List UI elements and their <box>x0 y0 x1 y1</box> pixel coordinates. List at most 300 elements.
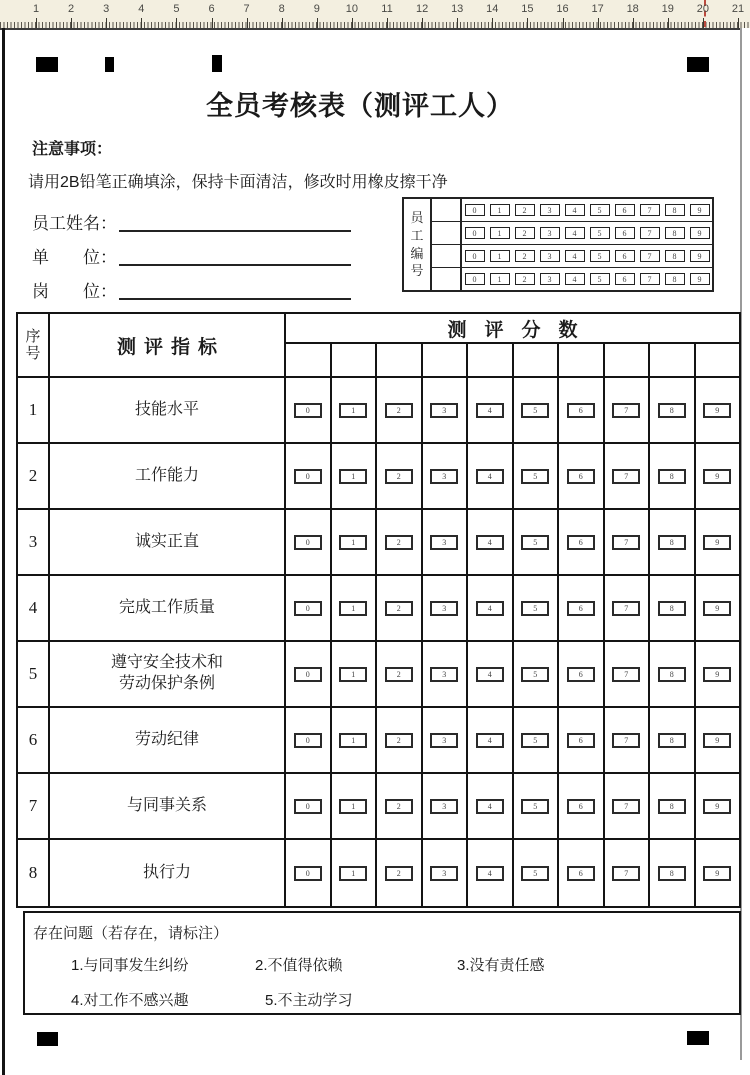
field-label: 单 位： <box>32 248 117 267</box>
score-cell <box>605 708 651 772</box>
score-cell <box>286 444 332 508</box>
score-row <box>18 444 739 510</box>
score-cell <box>286 774 332 838</box>
ruler-major-tick <box>247 18 248 28</box>
bubble-slot <box>487 199 512 221</box>
score-cell <box>650 840 696 906</box>
digit-bubble[interactable]: 9 <box>703 866 731 881</box>
digit-bubble[interactable]: 8 <box>658 601 686 616</box>
ruler-major-tick <box>282 18 283 28</box>
ruler-major-tick <box>352 18 353 28</box>
digit-bubble[interactable]: 4 <box>565 250 585 262</box>
digit-bubble[interactable]: 9 <box>690 227 710 239</box>
score-cell <box>377 840 423 906</box>
digit-bubble[interactable]: 9 <box>690 204 710 216</box>
score-cell <box>696 840 740 906</box>
score-table-header <box>18 314 739 378</box>
digit-bubble[interactable]: 1 <box>339 733 367 748</box>
ruler-number: 11 <box>381 3 393 15</box>
digit-bubble[interactable]: 9 <box>690 273 710 285</box>
ruler-major-tick <box>36 18 37 28</box>
digit-bubble[interactable]: 4 <box>476 403 504 418</box>
digit-bubble[interactable]: 7 <box>612 535 640 550</box>
digit-bubble[interactable]: 9 <box>690 250 710 262</box>
score-cell <box>332 444 378 508</box>
digit-bubble[interactable]: 5 <box>590 227 610 239</box>
digit-bubble[interactable]: 6 <box>615 273 635 285</box>
digit-bubble[interactable]: 3 <box>430 733 458 748</box>
score-subheader-cells <box>286 344 739 376</box>
ruler-major-tick <box>106 18 107 28</box>
score-cell <box>514 378 560 442</box>
score-cell <box>286 642 332 706</box>
digit-bubble[interactable]: 5 <box>521 799 549 814</box>
digit-bubble[interactable]: 8 <box>665 204 685 216</box>
digit-bubble[interactable]: 0 <box>294 601 322 616</box>
employee-id-box <box>402 197 714 292</box>
bubble-slot <box>587 268 612 290</box>
digit-bubble[interactable]: 5 <box>590 273 610 285</box>
col-header-score-group <box>286 314 739 376</box>
ruler-number: 8 <box>278 3 285 15</box>
problems-title: 存在问题（若存在，请标注） <box>33 925 229 942</box>
score-cell <box>514 708 560 772</box>
employee-id-label: 员工编号 <box>410 210 424 279</box>
digit-bubble[interactable]: 0 <box>294 799 322 814</box>
digit-bubble[interactable]: 8 <box>658 733 686 748</box>
employee-id-row <box>432 268 712 290</box>
digit-bubble[interactable]: 3 <box>540 273 560 285</box>
score-cell <box>423 510 469 574</box>
registration-mark-top-2 <box>105 57 114 72</box>
score-subheader-cell <box>286 344 332 376</box>
score-cell <box>423 840 469 906</box>
digit-bubble[interactable]: 6 <box>615 204 635 216</box>
bubble-slot <box>612 268 637 290</box>
ruler-number: 13 <box>451 3 464 15</box>
registration-mark-top-3 <box>212 55 222 72</box>
score-cells <box>286 774 739 838</box>
score-cell <box>514 840 560 906</box>
digit-bubble[interactable]: 2 <box>385 799 413 814</box>
row-number: 8 <box>18 840 50 906</box>
digit-bubble[interactable]: 2 <box>385 601 413 616</box>
form-field <box>32 209 351 233</box>
score-cell <box>559 576 605 640</box>
digit-bubble[interactable]: 3 <box>430 469 458 484</box>
digit-bubble[interactable]: 9 <box>703 403 731 418</box>
score-row <box>18 774 739 840</box>
digit-bubble[interactable]: 1 <box>490 250 510 262</box>
bubble-slot <box>462 222 487 244</box>
digit-bubble[interactable]: 5 <box>521 403 549 418</box>
digit-bubble[interactable]: 4 <box>476 601 504 616</box>
digit-bubble[interactable]: 8 <box>665 250 685 262</box>
score-cell <box>423 378 469 442</box>
digit-bubble[interactable]: 6 <box>567 601 595 616</box>
digit-bubble[interactable]: 4 <box>476 866 504 881</box>
score-cell <box>377 510 423 574</box>
digit-bubble[interactable]: 0 <box>465 250 485 262</box>
digit-bubble[interactable]: 4 <box>476 667 504 682</box>
score-subheader-cell <box>332 344 378 376</box>
col-header-no-label: 序号 <box>25 327 41 362</box>
bubble-slot <box>637 245 662 267</box>
score-cell <box>377 378 423 442</box>
indicator-line: 劳动纪律 <box>134 730 199 748</box>
digit-bubble[interactable]: 9 <box>703 667 731 682</box>
row-indicator <box>50 840 286 906</box>
registration-mark-bottom-right <box>687 1031 709 1045</box>
score-cell <box>332 378 378 442</box>
score-cell <box>468 840 514 906</box>
score-cell <box>468 708 514 772</box>
digit-bubble[interactable]: 8 <box>665 227 685 239</box>
ruler-major-tick <box>387 18 388 28</box>
bubble-slot <box>637 199 662 221</box>
score-cell <box>423 444 469 508</box>
digit-bubble[interactable]: 4 <box>565 227 585 239</box>
score-cell <box>332 642 378 706</box>
digit-bubble[interactable]: 2 <box>385 733 413 748</box>
score-cell <box>377 708 423 772</box>
score-cell <box>559 378 605 442</box>
digit-bubble[interactable]: 3 <box>430 866 458 881</box>
score-cell <box>423 708 469 772</box>
bubble-slot <box>462 199 487 221</box>
bubble-slot <box>537 268 562 290</box>
score-cell <box>559 444 605 508</box>
digit-bubble[interactable]: 5 <box>521 469 549 484</box>
ruler-major-tick <box>668 18 669 28</box>
score-cell <box>377 576 423 640</box>
ruler-number: 20 <box>696 3 710 15</box>
digit-bubble[interactable]: 0 <box>294 535 322 550</box>
digit-bubble[interactable]: 0 <box>294 469 322 484</box>
employee-id-write-cell[interactable] <box>432 245 462 267</box>
field-label: 岗 位： <box>32 282 117 301</box>
row-indicator <box>50 576 286 640</box>
employee-id-write-cell[interactable] <box>432 268 462 290</box>
digit-bubble[interactable]: 2 <box>385 667 413 682</box>
score-cell <box>514 774 560 838</box>
digit-bubble[interactable]: 6 <box>567 799 595 814</box>
digit-bubble[interactable]: 2 <box>385 469 413 484</box>
form-field <box>32 243 351 267</box>
problem-item: 2.不值得依赖 <box>255 957 343 974</box>
digit-bubble[interactable]: 5 <box>590 250 610 262</box>
ruler-major-tick <box>527 18 528 28</box>
score-cell <box>514 444 560 508</box>
field-label: 员工姓名： <box>32 214 117 233</box>
digit-bubble[interactable]: 1 <box>339 535 367 550</box>
digit-bubble[interactable]: 1 <box>339 866 367 881</box>
score-table-body <box>18 378 739 906</box>
problem-item: 3.没有责任感 <box>457 957 545 974</box>
digit-bubble[interactable]: 1 <box>339 403 367 418</box>
score-cells <box>286 708 739 772</box>
indicator-line: 工作能力 <box>134 466 199 484</box>
digit-bubble[interactable]: 5 <box>590 204 610 216</box>
score-cell <box>332 576 378 640</box>
score-row <box>18 510 739 576</box>
score-cells <box>286 444 739 508</box>
score-cell <box>377 444 423 508</box>
digit-bubble[interactable]: 5 <box>521 535 549 550</box>
digit-bubble[interactable]: 3 <box>430 667 458 682</box>
score-cell <box>468 444 514 508</box>
digit-bubble[interactable]: 9 <box>703 535 731 550</box>
page-top-border <box>0 28 742 30</box>
digit-bubble[interactable]: 7 <box>612 866 640 881</box>
ruler-major-tick <box>457 18 458 28</box>
score-cell <box>423 774 469 838</box>
digit-bubble[interactable]: 6 <box>567 733 595 748</box>
digit-bubble[interactable]: 7 <box>612 403 640 418</box>
digit-bubble[interactable]: 2 <box>515 250 535 262</box>
row-indicator <box>50 510 286 574</box>
digit-bubble[interactable]: 8 <box>658 469 686 484</box>
score-subheader-cell <box>559 344 605 376</box>
digit-bubble[interactable]: 4 <box>476 535 504 550</box>
score-cells <box>286 576 739 640</box>
score-cell <box>605 576 651 640</box>
ruler-major-tick <box>738 18 739 28</box>
digit-bubble[interactable]: 7 <box>612 601 640 616</box>
score-cell <box>605 774 651 838</box>
bubble-slot <box>687 268 712 290</box>
score-cell <box>650 444 696 508</box>
field-write-line[interactable] <box>119 214 351 232</box>
employee-id-row <box>432 199 712 222</box>
digit-bubble[interactable]: 7 <box>640 204 660 216</box>
digit-bubble[interactable]: 8 <box>658 535 686 550</box>
employee-id-row <box>432 245 712 268</box>
bubble-slot <box>637 222 662 244</box>
digit-bubble[interactable]: 7 <box>612 799 640 814</box>
score-cells <box>286 642 739 706</box>
row-number: 1 <box>18 378 50 442</box>
bubble-slot <box>537 222 562 244</box>
row-indicator <box>50 642 286 706</box>
instruction-text: 请用2B铅笔正确填涂，保持卡面清洁，修改时用橡皮擦干净 <box>28 174 448 191</box>
ruler-number: 10 <box>345 3 359 15</box>
notice-label: 注意事项： <box>32 141 113 158</box>
digit-bubble[interactable]: 9 <box>703 469 731 484</box>
score-subheader-cell <box>696 344 740 376</box>
digit-bubble[interactable]: 4 <box>476 799 504 814</box>
digit-bubble[interactable]: 2 <box>385 866 413 881</box>
score-row <box>18 378 739 444</box>
digit-bubble[interactable]: 7 <box>640 250 660 262</box>
digit-bubble[interactable]: 5 <box>521 733 549 748</box>
score-subheader-cell <box>468 344 514 376</box>
row-number: 7 <box>18 774 50 838</box>
score-cell <box>332 708 378 772</box>
field-write-line[interactable] <box>119 248 351 266</box>
employee-id-bubble-row <box>462 199 712 221</box>
digit-bubble[interactable]: 1 <box>490 273 510 285</box>
digit-bubble[interactable]: 0 <box>294 866 322 881</box>
digit-bubble[interactable]: 0 <box>465 273 485 285</box>
digit-bubble[interactable]: 4 <box>476 733 504 748</box>
ruler-major-tick <box>563 18 564 28</box>
score-cell <box>605 642 651 706</box>
bubble-slot <box>512 245 537 267</box>
employee-id-grid <box>432 199 712 290</box>
digit-bubble[interactable]: 2 <box>515 273 535 285</box>
digit-bubble[interactable]: 6 <box>567 535 595 550</box>
ruler-number: 21 <box>731 3 745 15</box>
bubble-slot <box>562 199 587 221</box>
digit-bubble[interactable]: 8 <box>658 799 686 814</box>
digit-bubble[interactable]: 5 <box>521 601 549 616</box>
score-row <box>18 840 739 906</box>
score-subheader-cell <box>377 344 423 376</box>
bubble-slot <box>487 268 512 290</box>
score-cell <box>696 444 740 508</box>
digit-bubble[interactable]: 8 <box>658 403 686 418</box>
employee-id-bubble-row <box>462 222 712 244</box>
bubble-slot <box>512 222 537 244</box>
row-number: 6 <box>18 708 50 772</box>
digit-bubble[interactable]: 1 <box>339 601 367 616</box>
ruler-number: 6 <box>208 3 215 15</box>
bubble-slot <box>512 268 537 290</box>
digit-bubble[interactable]: 1 <box>490 227 510 239</box>
digit-bubble[interactable]: 7 <box>640 273 660 285</box>
score-cell <box>559 642 605 706</box>
digit-bubble[interactable]: 0 <box>294 403 322 418</box>
digit-bubble[interactable]: 9 <box>703 733 731 748</box>
bubble-slot <box>537 199 562 221</box>
employee-id-bubble-row <box>462 268 712 290</box>
indicator-line: 劳动保护条例 <box>118 675 215 692</box>
score-cell <box>468 378 514 442</box>
digit-bubble[interactable]: 5 <box>521 667 549 682</box>
bubble-slot <box>662 222 687 244</box>
digit-bubble[interactable]: 2 <box>385 535 413 550</box>
problem-item: 1.与同事发生纠纷 <box>71 957 189 974</box>
score-subheader-cell <box>514 344 560 376</box>
digit-bubble[interactable]: 4 <box>565 273 585 285</box>
digit-bubble[interactable]: 6 <box>615 250 635 262</box>
digit-bubble[interactable]: 6 <box>615 227 635 239</box>
digit-bubble[interactable]: 2 <box>515 204 535 216</box>
digit-bubble[interactable]: 7 <box>640 227 660 239</box>
ruler-number: 7 <box>243 3 250 15</box>
employee-id-write-cell[interactable] <box>432 199 462 221</box>
digit-bubble[interactable]: 7 <box>612 469 640 484</box>
score-cells <box>286 840 739 906</box>
digit-bubble[interactable]: 6 <box>567 469 595 484</box>
digit-bubble[interactable]: 0 <box>294 733 322 748</box>
ruler-number: 2 <box>68 3 75 15</box>
ruler-number: 14 <box>486 3 499 15</box>
digit-bubble[interactable]: 3 <box>540 250 560 262</box>
digit-bubble[interactable]: 3 <box>540 204 560 216</box>
digit-bubble[interactable]: 0 <box>294 667 322 682</box>
digit-bubble[interactable]: 4 <box>565 204 585 216</box>
digit-bubble[interactable]: 3 <box>430 403 458 418</box>
indicator-line: 遵守安全技术和 <box>110 654 223 672</box>
digit-bubble[interactable]: 1 <box>339 799 367 814</box>
bubble-slot <box>587 222 612 244</box>
digit-bubble[interactable]: 2 <box>385 403 413 418</box>
bubble-slot <box>562 245 587 267</box>
row-number: 4 <box>18 576 50 640</box>
employee-id-write-cell[interactable] <box>432 222 462 244</box>
row-indicator <box>50 378 286 442</box>
indicator-line: 执行力 <box>142 863 191 881</box>
employee-id-row <box>432 222 712 245</box>
col-header-no <box>18 314 50 376</box>
digit-bubble[interactable]: 8 <box>658 866 686 881</box>
digit-bubble[interactable]: 6 <box>567 866 595 881</box>
score-cell <box>468 576 514 640</box>
ruler <box>0 0 750 28</box>
problem-item: 5.不主动学习 <box>265 992 353 1009</box>
ruler-major-tick <box>703 18 704 28</box>
digit-bubble[interactable]: 4 <box>476 469 504 484</box>
ruler-major-tick <box>212 18 213 28</box>
score-cell <box>605 840 651 906</box>
digit-bubble[interactable]: 6 <box>567 667 595 682</box>
score-cell <box>696 576 740 640</box>
ruler-number: 15 <box>521 3 534 15</box>
digit-bubble[interactable]: 1 <box>339 469 367 484</box>
digit-bubble[interactable]: 6 <box>567 403 595 418</box>
score-cell <box>332 510 378 574</box>
field-write-line[interactable] <box>119 282 351 300</box>
score-cells <box>286 378 739 442</box>
ruler-major-tick <box>317 18 318 28</box>
score-cell <box>514 642 560 706</box>
digit-bubble[interactable]: 3 <box>540 227 560 239</box>
employee-id-bubble-row <box>462 245 712 267</box>
digit-bubble[interactable]: 5 <box>521 866 549 881</box>
digit-bubble[interactable]: 8 <box>665 273 685 285</box>
bubble-slot <box>662 245 687 267</box>
digit-bubble[interactable]: 7 <box>612 667 640 682</box>
digit-bubble[interactable]: 0 <box>465 204 485 216</box>
digit-bubble[interactable]: 9 <box>703 799 731 814</box>
score-cell <box>559 708 605 772</box>
digit-bubble[interactable]: 1 <box>490 204 510 216</box>
digit-bubble[interactable]: 3 <box>430 799 458 814</box>
digit-bubble[interactable]: 8 <box>658 667 686 682</box>
bubble-slot <box>512 199 537 221</box>
digit-bubble[interactable]: 3 <box>430 601 458 616</box>
digit-bubble[interactable]: 0 <box>465 227 485 239</box>
digit-bubble[interactable]: 3 <box>430 535 458 550</box>
bubble-slot <box>662 268 687 290</box>
ruler-major-tick <box>141 18 142 28</box>
bubble-slot <box>587 199 612 221</box>
ruler-number: 4 <box>138 3 145 15</box>
digit-bubble[interactable]: 9 <box>703 601 731 616</box>
digit-bubble[interactable]: 1 <box>339 667 367 682</box>
score-row <box>18 708 739 774</box>
score-subheader-cell <box>605 344 651 376</box>
indicator-line: 诚实正直 <box>134 532 199 550</box>
score-cell <box>605 378 651 442</box>
digit-bubble[interactable]: 7 <box>612 733 640 748</box>
score-cell <box>332 840 378 906</box>
digit-bubble[interactable]: 2 <box>515 227 535 239</box>
score-cell <box>423 576 469 640</box>
score-cell <box>286 708 332 772</box>
